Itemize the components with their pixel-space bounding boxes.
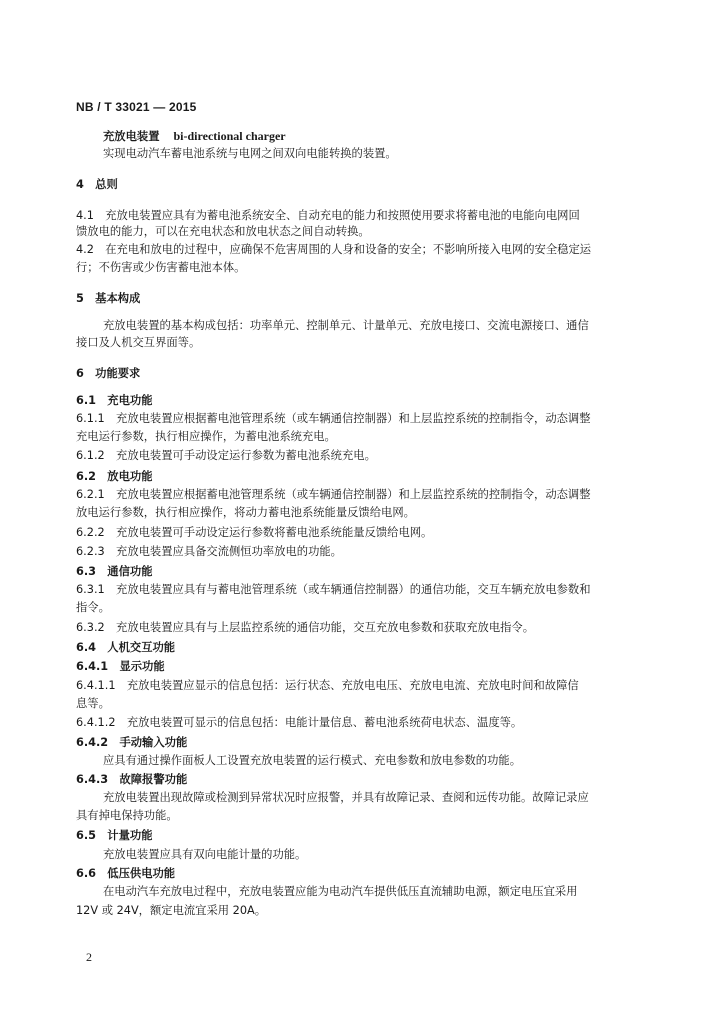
para-6-4-3-line1: 充放电装置出现故障或检测到异常状况时应报警，并具有故障记录、查阅和远传功能。故障记录应 — [103, 791, 589, 804]
para-6-4-1-1-line1: 6.4.1.1 充放电装置应显示的信息包括：运行状态、充放电电压、充放电电流、充放电时间和故障信 — [76, 679, 579, 692]
para-6-1-1-line1: 6.1.1 充放电装置应根据蓄电池管理系统（或车辆通信控制器）和上层监控系统的控制指令，动态调整 — [76, 412, 591, 425]
para-6-2-2: 6.2.2 充放电装置可手动设定运行参数将蓄电池系统能量反馈给电网。 — [76, 526, 433, 539]
heading-6-2: 6.2 放电功能 — [76, 470, 153, 483]
heading-6-4: 6.4 人机交互功能 — [76, 641, 176, 654]
section-5-heading: 5 基本构成 — [76, 292, 141, 305]
para-4-2-line1: 4.2 在充电和放电的过程中，应确保不危害周围的人身和设备的安全；不影响所接入电网的安全稳定运 — [76, 243, 592, 256]
para-5-line2: 接口及人机交互界面等。 — [76, 336, 201, 349]
para-6-2-1-line2: 放电运行参数，执行相应操作，将动力蓄电池系统能量反馈给电网。 — [76, 506, 415, 519]
heading-6-4-2: 6.4.2 手动输入功能 — [76, 736, 188, 749]
definition-text: 实现电动汽车蓄电池系统与电网之间双向电能转换的装置。 — [103, 147, 397, 160]
para-6-4-2: 应具有通过操作面板人工设置充放电装置的运行模式、充电参数和放电参数的功能。 — [103, 754, 521, 767]
page-number: 2 — [86, 950, 92, 964]
heading-6-4-1: 6.4.1 显示功能 — [76, 660, 165, 673]
heading-6-3: 6.3 通信功能 — [76, 565, 153, 578]
para-6-5: 充放电装置应具有双向电能计量的功能。 — [103, 848, 307, 861]
para-6-3-2: 6.3.2 充放电装置应具有与上层监控系统的通信功能，交互充放电参数和获取充放电指令。 — [76, 621, 535, 634]
para-6-1-1-line2: 充电运行参数，执行相应操作，为蓄电池系统充电。 — [76, 430, 336, 443]
para-6-4-1-2: 6.4.1.2 充放电装置可显示的信息包括：电能计量信息、蓄电池系统荷电状态、温度等。 — [76, 716, 523, 729]
heading-6-1: 6.1 充电功能 — [76, 394, 153, 407]
para-6-6-line2: 12V 或 24V，额定电流宜采用 20A。 — [76, 904, 267, 917]
para-6-3-1-line2: 指令。 — [76, 601, 110, 614]
standard-number-header: NB / T 33021 — 2015 — [76, 100, 197, 114]
para-5-line1: 充放电装置的基本构成包括：功率单元、控制单元、计量单元、充放电接口、交流电源接口、通信 — [103, 319, 589, 332]
heading-6-6: 6.6 低压供电功能 — [76, 867, 176, 880]
para-6-2-1-line1: 6.2.1 充放电装置应根据蓄电池管理系统（或车辆通信控制器）和上层监控系统的控制指令，动态调整 — [76, 488, 591, 501]
heading-6-5: 6.5 计量功能 — [76, 829, 153, 842]
heading-6-4-3: 6.4.3 故障报警功能 — [76, 773, 188, 786]
para-6-4-3-line2: 具有掉电保持功能。 — [76, 809, 178, 822]
section-6-heading: 6 功能要求 — [76, 367, 141, 380]
para-6-4-1-1-line2: 息等。 — [76, 697, 110, 710]
section-4-heading: 4 总则 — [76, 178, 118, 191]
term-chinese: 充放电装置 — [103, 130, 160, 143]
para-4-1-line1: 4.1 充放电装置应具有为蓄电池系统安全、自动充电的能力和按照使用要求将蓄电池的电能向电网回 — [76, 209, 580, 222]
para-6-3-1-line1: 6.3.1 充放电装置应具有与蓄电池管理系统（或车辆通信控制器）的通信功能，交互车辆充放电参数和 — [76, 583, 591, 596]
para-6-6-line1: 在电动汽车充放电过程中，充放电装置应能为电动汽车提供低压直流辅助电源，额定电压宜采用 — [103, 885, 578, 898]
definition-term — [103, 128, 286, 145]
term-english: bi-directional charger — [173, 129, 286, 143]
para-4-2-line2: 行；不伤害或少伤害蓄电池本体。 — [76, 261, 246, 274]
para-6-2-3: 6.2.3 充放电装置应具备交流侧恒功率放电的功能。 — [76, 545, 342, 558]
para-6-1-2: 6.1.2 充放电装置可手动设定运行参数为蓄电池系统充电。 — [76, 449, 376, 462]
para-4-1-line2: 馈放电的能力，可以在充电状态和放电状态之间自动转换。 — [76, 225, 370, 238]
